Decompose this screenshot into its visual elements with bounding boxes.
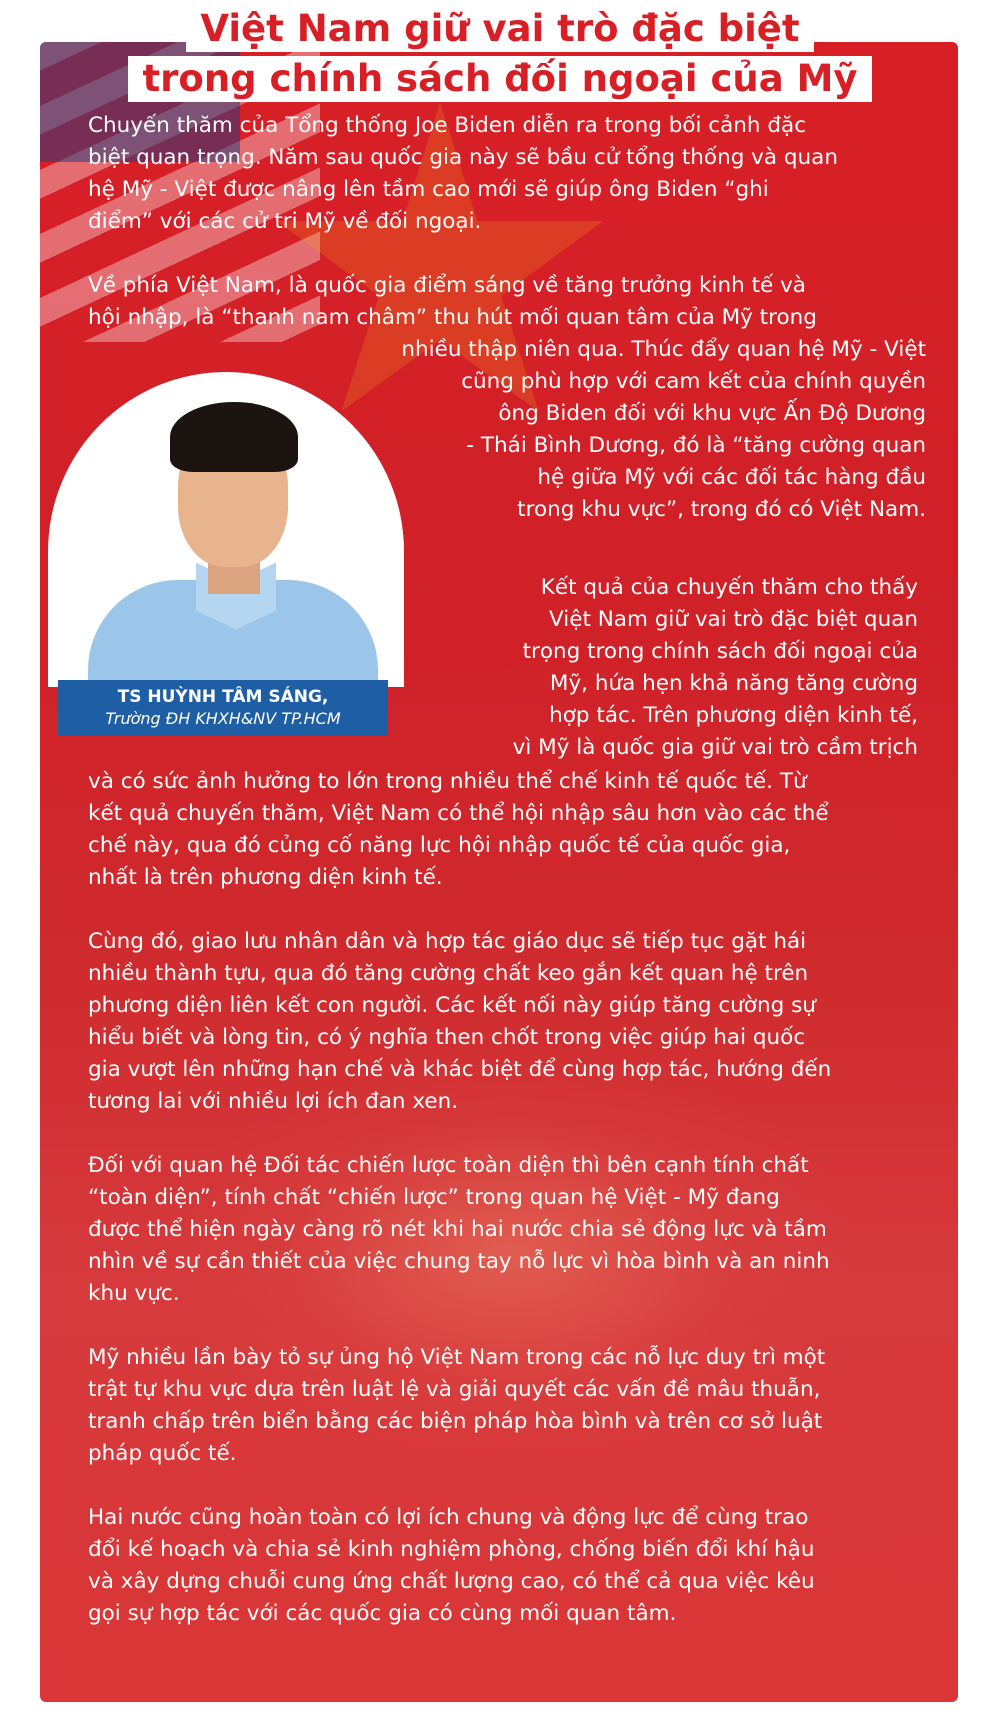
- text-line: pháp quốc tế.: [88, 1441, 237, 1466]
- text-line: nhiều thập niên qua. Thúc đẩy quan hệ Mỹ - Việt: [401, 337, 926, 362]
- caption-organization: Trường ĐH KHXH&NV TP.HCM: [105, 709, 341, 728]
- text-line: Kết quả của chuyến thăm cho thấy: [540, 575, 918, 600]
- text-line: Cùng đó, giao lưu nhân dân và hợp tác giáo dục sẽ tiếp tục gặt hái: [88, 929, 807, 954]
- text-line: biệt quan trọng. Năm sau quốc gia này sẽ bầu cử tổng thống và quan: [88, 145, 838, 170]
- text-line: trọng trong chính sách đối ngoại của: [522, 639, 918, 664]
- paragraph-4: [88, 926, 918, 1118]
- text-line: hệ giữa Mỹ với các đối tác hàng đầu: [537, 465, 926, 490]
- text-line: Hai nước cũng hoàn toàn có lợi ích chung và động lực để cùng trao: [88, 1505, 809, 1530]
- text-line: tương lai với nhiều lợi ích đan xen.: [88, 1089, 459, 1114]
- text-line: phương diện liên kết con người. Các kết nối này giúp tăng cường sự: [88, 993, 816, 1018]
- headline: [0, 6, 1000, 106]
- text-line: hệ Mỹ - Việt được nâng lên tầm cao mới sẽ giúp ông Biden “ghi: [88, 177, 769, 202]
- text-line: “toàn diện”, tính chất “chiến lược” trong quan hệ Việt - Mỹ đang: [88, 1185, 780, 1210]
- headline-line-2: trong chính sách đối ngoại của Mỹ: [128, 56, 871, 102]
- text-line: tranh chấp trên biển bằng các biện pháp hòa bình và trên cơ sở luật: [88, 1409, 823, 1434]
- text-line: và có sức ảnh hưởng to lớn trong nhiều thể chế kinh tế quốc tế. Từ: [88, 769, 807, 794]
- text-line: Về phía Việt Nam, là quốc gia điểm sáng về tăng trưởng kinh tế và: [88, 273, 806, 298]
- text-line: - Thái Bình Dương, đó là “tăng cường quan: [466, 433, 926, 458]
- text-line: đổi kế hoạch và chia sẻ kinh nghiệm phòng, chống biến đổi khí hậu: [88, 1537, 815, 1562]
- text-line: nhiều thành tựu, qua đó tăng cường chất keo gắn kết quan hệ trên: [88, 961, 809, 986]
- paragraph-7: [88, 1502, 918, 1630]
- text-line: cũng phù hợp với cam kết của chính quyền: [461, 369, 926, 394]
- paragraph-3-wrap: [420, 572, 918, 764]
- paragraph-2-wrap: [300, 334, 926, 526]
- text-line: Việt Nam giữ vai trò đặc biệt quan: [549, 607, 918, 632]
- text-line: gia vượt lên những hạn chế và khác biệt để cùng hợp tác, hướng đến: [88, 1057, 832, 1082]
- text-line: hiểu biết và lòng tin, có ý nghĩa then chốt trong việc giúp hai quốc: [88, 1025, 806, 1050]
- text-line: được thể hiện ngày càng rõ nét khi hai nước chia sẻ động lực và tầm: [88, 1217, 827, 1242]
- paragraph-5: [88, 1150, 918, 1310]
- text-line: kết quả chuyến thăm, Việt Nam có thể hội nhập sâu hơn vào các thể: [88, 801, 829, 826]
- paragraph-2-top: [88, 270, 918, 334]
- text-line: Đối với quan hệ Đối tác chiến lược toàn diện thì bên cạnh tính chất: [88, 1153, 809, 1178]
- text-line: nhất là trên phương diện kinh tế.: [88, 865, 443, 890]
- text-line: trong khu vực”, trong đó có Việt Nam.: [517, 497, 926, 522]
- text-line: Mỹ nhiều lần bày tỏ sự ủng hộ Việt Nam trong các nỗ lực duy trì một: [88, 1345, 826, 1370]
- paragraph-6: [88, 1342, 918, 1470]
- text-line: chế này, qua đó củng cố năng lực hội nhập quốc tế của quốc gia,: [88, 833, 791, 858]
- paragraph-1: [88, 110, 918, 238]
- text-line: điểm” với các cử tri Mỹ về đối ngoại.: [88, 209, 482, 234]
- hair: [170, 402, 298, 472]
- text-line: vì Mỹ là quốc gia giữ vai trò cầm trịch: [512, 735, 918, 760]
- text-line: ông Biden đối với khu vực Ấn Độ Dương: [498, 401, 926, 426]
- portrait-caption: [58, 680, 388, 736]
- text-line: hội nhập, là “thanh nam châm” thu hút mối quan tâm của Mỹ trong: [88, 305, 817, 330]
- text-line: nhìn về sự cần thiết của việc chung tay nỗ lực vì hòa bình và an ninh: [88, 1249, 830, 1274]
- text-line: Mỹ, hứa hẹn khả năng tăng cường: [549, 671, 918, 696]
- caption-name: TS HUỲNH TÂM SÁNG,: [117, 687, 329, 707]
- text-line: và xây dựng chuỗi cung ứng chất lượng cao, có thể cả qua việc kêu: [88, 1569, 815, 1594]
- text-line: hợp tác. Trên phương diện kinh tế,: [549, 703, 918, 728]
- text-line: trật tự khu vực dựa trên luật lệ và giải quyết các vấn đề mâu thuẫn,: [88, 1377, 821, 1402]
- text-line: khu vực.: [88, 1281, 180, 1306]
- headline-line-1: Việt Nam giữ vai trò đặc biệt: [186, 6, 813, 52]
- text-line: Chuyến thăm của Tổng thống Joe Biden diễn ra trong bối cảnh đặc: [88, 113, 807, 138]
- paragraph-3-bottom: [88, 766, 918, 894]
- text-line: gọi sự hợp tác với các quốc gia có cùng mối quan tâm.: [88, 1601, 677, 1626]
